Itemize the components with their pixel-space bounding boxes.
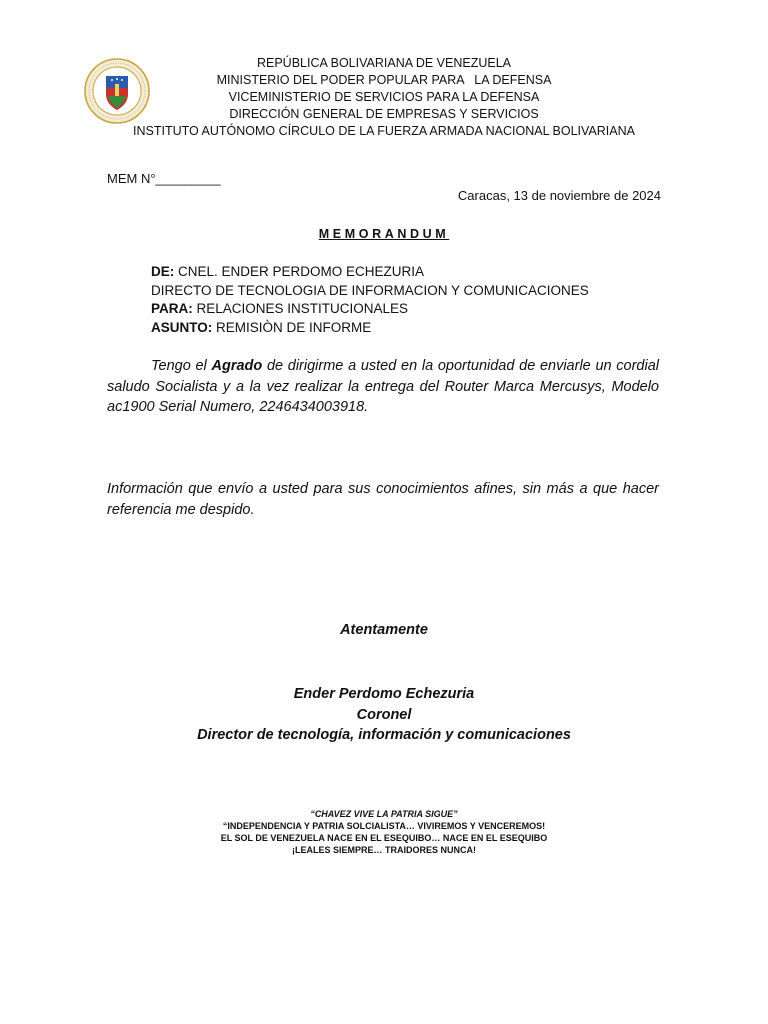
closing: Atentamente bbox=[340, 622, 428, 638]
field-de-label: DE: bbox=[151, 264, 175, 279]
field-para-label: PARA: bbox=[151, 301, 193, 316]
body-paragraph-1 bbox=[107, 356, 659, 418]
p1-bold: Agrado bbox=[211, 358, 263, 374]
field-asunto-label: ASUNTO: bbox=[151, 319, 213, 335]
memo-fields bbox=[151, 263, 589, 337]
letterhead-line: INSTITUTO AUTÓNOMO CÍRCULO DE LA FUERZA ARMADA NACIONAL BOLIVARIANA bbox=[133, 124, 635, 138]
footer-slogans bbox=[0, 808, 768, 856]
field-para bbox=[151, 300, 589, 319]
field-para-value: RELACIONES INSTITUCIONALES bbox=[192, 301, 409, 316]
footer-line: “CHAVEZ VIVE LA PATRIA SIGUE” bbox=[310, 809, 458, 819]
field-de bbox=[151, 263, 589, 282]
signature-name: Ender Perdomo Echezuria bbox=[293, 686, 475, 702]
memo-date: Caracas, 13 de noviembre de 2024 bbox=[457, 188, 661, 203]
footer-line: EL SOL DE VENEZUELA NACE EN EL ESEQUIBO… NACE EN EL ESEQUIBO bbox=[220, 833, 548, 843]
p1-rest: de dirigirme a usted en la oportunidad de enviarle un cordial saludo Socialista y a la vez realizar la entrega del Router Marca Mercusys, Modelo ac1900 Serial Numero, 2246434003918. bbox=[107, 358, 659, 415]
signature-position: Director de tecnología, información y comunicaciones bbox=[197, 727, 571, 743]
memo-title: MEMORANDUM bbox=[318, 227, 450, 241]
p1-start: Tengo el bbox=[151, 358, 212, 374]
signature-block bbox=[0, 684, 768, 746]
letterhead-line: MINISTERIO DEL PODER POPULAR PARA LA DEFENSA bbox=[216, 73, 552, 87]
field-asunto bbox=[151, 319, 589, 338]
field-de-line2: DIRECTO DE TECNOLOGIA DE INFORMACION Y COMUNICACIONES bbox=[151, 282, 589, 298]
signature-rank: Coronel bbox=[356, 706, 412, 723]
field-de-value: CNEL. ENDER PERDOMO ECHEZURIA bbox=[174, 264, 425, 279]
letterhead-line: REPÚBLICA BOLIVARIANA DE VENEZUELA bbox=[256, 56, 512, 70]
footer-line: ¡LEALES SIEMPRE… TRAIDORES NUNCA! bbox=[291, 845, 476, 855]
letterhead bbox=[100, 55, 668, 140]
field-asunto-value: REMISIÒN DE INFORME bbox=[212, 319, 372, 335]
footer-line: “INDEPENDENCIA Y PATRIA SOLCIALISTA… VIVIREMOS Y VENCEREMOS! bbox=[222, 821, 546, 831]
memo-number: MEM N°_________ bbox=[107, 171, 221, 186]
letterhead-line: DIRECCIÓN GENERAL DE EMPRESAS Y SERVICIOS bbox=[229, 107, 539, 121]
body-paragraph-2: Información que envío a usted para sus conocimientos afines, sin más a que hacer referencia me despido. bbox=[107, 481, 659, 518]
letterhead-line: VICEMINISTERIO DE SERVICIOS PARA LA DEFENSA bbox=[228, 90, 540, 104]
